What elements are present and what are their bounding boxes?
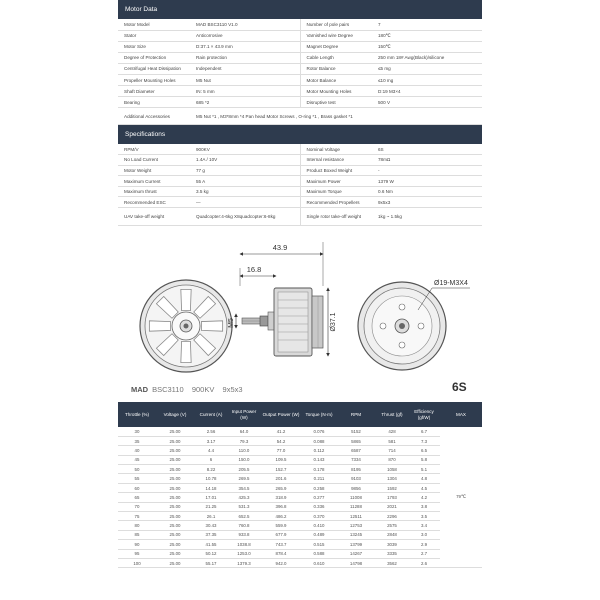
test-cell-count: 6S xyxy=(452,380,467,394)
perf-cell: 5.8 xyxy=(408,455,440,464)
motor-label: Bearing xyxy=(118,97,190,108)
perf-cell: 4.2 xyxy=(408,493,440,502)
spec-row xyxy=(118,197,482,208)
perf-cell: 65 xyxy=(118,493,156,502)
motor-technical-drawing xyxy=(118,238,482,378)
perf-cell: 714 xyxy=(376,446,408,455)
perf-cell: 1379.3 xyxy=(228,558,260,567)
perf-row xyxy=(118,530,482,539)
spec-label: Maximum Power xyxy=(300,176,372,187)
perf-cell: 2021 xyxy=(376,502,408,511)
motor-label: Cable Length xyxy=(300,52,372,63)
perf-cell: 17.01 xyxy=(194,493,228,502)
perf-cell: 3562 xyxy=(376,558,408,567)
perf-cell: 5152 xyxy=(336,427,376,436)
motor-label: Motor Mounting Holes xyxy=(300,86,372,97)
perf-row xyxy=(118,558,482,567)
motor-row xyxy=(118,97,482,108)
perf-cell: 2296 xyxy=(376,512,408,521)
perf-cell: 14.18 xyxy=(194,483,228,492)
accessories-value: M5 Nut *1 , M3*8mm *4 Pan head Motor Screws , O-ring *1 , Brass gasket *1 xyxy=(190,108,482,125)
perf-cell: 0.258 xyxy=(302,483,336,492)
perf-cell: 25.00 xyxy=(156,483,194,492)
perf-cell: 1793 xyxy=(376,493,408,502)
motor-label: Motor Size xyxy=(118,41,190,52)
perf-cell: 13245 xyxy=(336,530,376,539)
perf-cell: 14798 xyxy=(336,558,376,567)
perf-cell: 110.0 xyxy=(228,446,260,455)
perf-cell: 201.6 xyxy=(260,474,302,483)
perf-cell: 37.35 xyxy=(194,530,228,539)
perf-cell: 760.8 xyxy=(228,521,260,530)
motor-value: 685 *2 xyxy=(190,97,300,108)
motor-label: Degree of Protection xyxy=(118,52,190,63)
perf-cell: 0.588 xyxy=(302,549,336,558)
perf-cell: 11008 xyxy=(336,493,376,502)
perf-cell: 6.7 xyxy=(408,427,440,436)
motor-front-view xyxy=(140,280,232,372)
perf-cell: 425.3 xyxy=(228,493,260,502)
perf-row xyxy=(118,483,482,492)
perf-cell: 559.9 xyxy=(260,521,302,530)
motor-value: ≤10 mg xyxy=(372,74,482,85)
spec-value: 1379 W xyxy=(372,176,482,187)
perf-cell: 25.00 xyxy=(156,512,194,521)
perf-cell: 3.17 xyxy=(194,436,228,445)
spec-label: Recommended Propellers xyxy=(300,197,372,208)
perf-header-cell: Throttle (%) xyxy=(118,402,156,427)
perf-cell: 25.00 xyxy=(156,502,194,511)
perf-header-cell: RPM xyxy=(336,402,376,427)
perf-cell: 30.43 xyxy=(194,521,228,530)
perf-cell: 8195 xyxy=(336,465,376,474)
motor-row xyxy=(118,19,482,30)
perf-cell: 581 xyxy=(376,436,408,445)
motor-row xyxy=(118,41,482,52)
perf-cell: 25.00 xyxy=(156,427,194,436)
perf-cell: 0.410 xyxy=(302,521,336,530)
perf-cell: 1592 xyxy=(376,483,408,492)
perf-cell: 0.336 xyxy=(302,502,336,511)
perf-cell: 0.489 xyxy=(302,530,336,539)
motor-value: 7 xyxy=(372,19,482,30)
spec-label: RPM/V xyxy=(118,144,190,155)
perf-cell: 0.515 xyxy=(302,540,336,549)
spec-label: Recommended ESC xyxy=(118,197,190,208)
accessories-label: Additional Accessories xyxy=(118,108,190,125)
perf-cell: 3335 xyxy=(376,549,408,558)
motor-label: Stator xyxy=(118,30,190,41)
perf-cell: 30 xyxy=(118,427,156,436)
perf-cell: 50.12 xyxy=(194,549,228,558)
bell-vent xyxy=(181,341,191,362)
perf-header-cell: Efficiency (gf/W) xyxy=(408,402,440,427)
spec-value: 78mΩ xyxy=(372,155,482,166)
perf-cell: 25.00 xyxy=(156,549,194,558)
perf-row xyxy=(118,465,482,474)
perf-cell: 743.7 xyxy=(260,540,302,549)
perf-cell: 942.0 xyxy=(260,558,302,567)
mount-hole-label: Ø19-M3X4 xyxy=(434,280,468,287)
specifications-table xyxy=(118,144,482,226)
shaft-length-dimension: 16.8 xyxy=(246,265,262,274)
perf-cell: 3039 xyxy=(376,540,408,549)
spec-label: Maximum Torque xyxy=(300,186,372,197)
perf-cell: 25.00 xyxy=(156,530,194,539)
motor-label: Disruptive test xyxy=(300,97,372,108)
spec-label: Product Boxed Weight xyxy=(300,165,372,176)
motor-label: Shaft Diameter xyxy=(118,86,190,97)
perf-row xyxy=(118,436,482,445)
performance-table xyxy=(118,402,482,568)
perf-cell: 50 xyxy=(118,465,156,474)
max-temperature: 79℃ xyxy=(440,427,482,568)
spec-label: Internal resistance xyxy=(300,155,372,166)
perf-cell: 25.00 xyxy=(156,446,194,455)
perf-cell: 77.0 xyxy=(260,446,302,455)
motor-row xyxy=(118,74,482,85)
perf-cell: 428 xyxy=(376,427,408,436)
spec-value: 6S xyxy=(372,144,482,155)
motor-label: Motor Balance xyxy=(300,74,372,85)
perf-cell: 2848 xyxy=(376,530,408,539)
perf-cell: 80 xyxy=(118,521,156,530)
motor-value: M5 Nut xyxy=(190,74,300,85)
spec-value: 1.4A / 10V xyxy=(190,155,300,166)
perf-header-cell: Current (A) xyxy=(194,402,228,427)
perf-cell: 70 xyxy=(118,502,156,511)
perf-cell: 2.6 xyxy=(408,558,440,567)
motor-row xyxy=(118,86,482,97)
perf-row xyxy=(118,540,482,549)
spec-value: 9x5x3 xyxy=(372,197,482,208)
motor-value: Rain protection xyxy=(190,52,300,63)
perf-cell: 4.4 xyxy=(194,446,228,455)
spec-row xyxy=(118,155,482,166)
perf-cell: 486.2 xyxy=(260,512,302,521)
perf-cell: 75 xyxy=(118,512,156,521)
perf-cell: 0.610 xyxy=(302,558,336,567)
perf-cell: 0.277 xyxy=(302,493,336,502)
perf-cell: 25.00 xyxy=(156,455,194,464)
perf-cell: 7.3 xyxy=(408,436,440,445)
motor-value: Anticorrosive xyxy=(190,30,300,41)
perf-cell: 3.0 xyxy=(408,530,440,539)
bell-vent xyxy=(181,289,191,310)
uav-value: Quadcopter:4-6kg X8quadcopter:6-8kg xyxy=(190,208,300,226)
single-rotor-label: Single rotor take-off weight xyxy=(300,208,372,226)
perf-cell: 12753 xyxy=(336,521,376,530)
perf-cell: 3.8 xyxy=(408,502,440,511)
spec-value: 900KV xyxy=(190,144,300,155)
perf-cell: 870 xyxy=(376,455,408,464)
perf-cell: 8.22 xyxy=(194,465,228,474)
motor-value: 150℃ xyxy=(372,41,482,52)
perf-cell: 6 xyxy=(194,455,228,464)
perf-header-cell: MAX xyxy=(440,402,482,427)
motor-label: Number of pole pairs xyxy=(300,19,372,30)
perf-cell: 12511 xyxy=(336,512,376,521)
perf-cell: 109.5 xyxy=(260,455,302,464)
perf-cell: 5.1 xyxy=(408,465,440,474)
perf-cell: 933.8 xyxy=(228,530,260,539)
perf-cell: 1038.8 xyxy=(228,540,260,549)
perf-cell: 3.5 xyxy=(408,512,440,521)
motor-label: Centrifugal Heat Dissipation xyxy=(118,63,190,74)
perf-cell: 0.370 xyxy=(302,512,336,521)
perf-cell: 25.00 xyxy=(156,558,194,567)
perf-cell: 64.0 xyxy=(228,427,260,436)
perf-cell: 41.2 xyxy=(260,427,302,436)
perf-cell: 1253.0 xyxy=(228,549,260,558)
motor-row xyxy=(118,52,482,63)
perf-cell: 2.56 xyxy=(194,427,228,436)
perf-header-cell: Torque (N·m) xyxy=(302,402,336,427)
spec-label: No Load Current xyxy=(118,155,190,166)
perf-cell: 14267 xyxy=(336,549,376,558)
motor-label: Motor Model xyxy=(118,19,190,30)
motor-label: Rotor Balance xyxy=(300,63,372,74)
perf-cell: 25.00 xyxy=(156,436,194,445)
perf-cell: 0.112 xyxy=(302,446,336,455)
spec-label: Maximum Current xyxy=(118,176,190,187)
perf-cell: 5865 xyxy=(336,436,376,445)
perf-cell: 652.5 xyxy=(228,512,260,521)
motor-label: Varnished wire Degree xyxy=(300,30,372,41)
motor-data-header: Motor Data xyxy=(118,0,482,19)
perf-row xyxy=(118,512,482,521)
perf-cell: 100 xyxy=(118,558,156,567)
perf-header-cell: Voltage (V) xyxy=(156,402,194,427)
perf-cell: 1304 xyxy=(376,474,408,483)
perf-cell: 11288 xyxy=(336,502,376,511)
motor-value: 500 V xyxy=(372,97,482,108)
motor-value: MAD BSC3110 V1.0 xyxy=(190,19,300,30)
perf-row xyxy=(118,502,482,511)
test-model: BSC3110 xyxy=(152,385,184,394)
perf-cell: 25.00 xyxy=(156,465,194,474)
motor-value: Independent xyxy=(190,63,300,74)
perf-cell: 60 xyxy=(118,483,156,492)
perf-cell: 318.9 xyxy=(260,493,302,502)
perf-cell: 150.0 xyxy=(228,455,260,464)
perf-cell: 13799 xyxy=(336,540,376,549)
length-dimension: 43.9 xyxy=(272,243,288,252)
perf-cell: 35 xyxy=(118,436,156,445)
test-kv: 900KV xyxy=(191,385,215,394)
spec-label: Maximum thrust xyxy=(118,186,190,197)
perf-cell: 25.00 xyxy=(156,493,194,502)
perf-header-cell: Thrust (gf) xyxy=(376,402,408,427)
spec-row xyxy=(118,208,482,226)
perf-cell: 85 xyxy=(118,530,156,539)
perf-cell: 4.5 xyxy=(408,483,440,492)
perf-cell: 95 xyxy=(118,549,156,558)
perf-header-cell: Output Power (W) xyxy=(260,402,302,427)
perf-cell: 269.5 xyxy=(228,474,260,483)
test-brand: MAD xyxy=(131,385,149,394)
perf-cell: 55 xyxy=(118,474,156,483)
spec-row xyxy=(118,176,482,187)
single-rotor-value: 1kg ~ 1.5kg xyxy=(372,208,482,226)
perf-cell: 1058 xyxy=(376,465,408,474)
motor-value: 250 mm 18# Awg(Black)/silicone xyxy=(372,52,482,63)
bell-vent xyxy=(201,321,222,331)
motor-value: ≤5 mg xyxy=(372,63,482,74)
perf-cell: 45 xyxy=(118,455,156,464)
perf-cell: 2.7 xyxy=(408,549,440,558)
perf-row xyxy=(118,521,482,530)
spec-row xyxy=(118,165,482,176)
perf-row xyxy=(118,455,482,464)
perf-cell: 54.2 xyxy=(260,436,302,445)
perf-cell: 3.4 xyxy=(408,521,440,530)
perf-cell: 25.00 xyxy=(156,540,194,549)
perf-cell: 2575 xyxy=(376,521,408,530)
perf-cell: 205.5 xyxy=(228,465,260,474)
perf-cell: 354.5 xyxy=(228,483,260,492)
perf-cell: 10.78 xyxy=(194,474,228,483)
perf-cell: 55.17 xyxy=(194,558,228,567)
spec-value: — xyxy=(190,197,300,208)
spec-value: 0.6 Nm xyxy=(372,186,482,197)
bell-vent xyxy=(149,321,170,331)
motor-value: 180℃ xyxy=(372,30,482,41)
perf-cell: 0.143 xyxy=(302,455,336,464)
perf-cell: 6587 xyxy=(336,446,376,455)
perf-row xyxy=(118,446,482,455)
perf-cell: 7334 xyxy=(336,455,376,464)
perf-row xyxy=(118,474,482,483)
perf-cell: 0.211 xyxy=(302,474,336,483)
spec-value: 77 g xyxy=(190,165,300,176)
perf-cell: 0.076 xyxy=(302,427,336,436)
perf-cell: 21.25 xyxy=(194,502,228,511)
test-title xyxy=(131,385,247,394)
perf-cell: 4.8 xyxy=(408,474,440,483)
spec-label: Nominal Voltage xyxy=(300,144,372,155)
perf-cell: 9856 xyxy=(336,483,376,492)
perf-cell: 79.3 xyxy=(228,436,260,445)
motor-side-view xyxy=(228,242,337,356)
perf-cell: 152.7 xyxy=(260,465,302,474)
spec-value: 3.5 kg xyxy=(190,186,300,197)
spec-label: Motor Weight xyxy=(118,165,190,176)
motor-row xyxy=(118,30,482,41)
motor-row xyxy=(118,63,482,74)
perf-header-cell: Input Power (W) xyxy=(228,402,260,427)
perf-cell: 677.9 xyxy=(260,530,302,539)
motor-rear-view xyxy=(358,280,470,370)
uav-label: UAV take-off weight xyxy=(118,208,190,226)
perf-row xyxy=(118,427,482,436)
perf-cell: 0.088 xyxy=(302,436,336,445)
perf-cell: 531.3 xyxy=(228,502,260,511)
motor-label: Magnet Degree xyxy=(300,41,372,52)
perf-cell: 0.178 xyxy=(302,465,336,474)
perf-row xyxy=(118,493,482,502)
motor-row xyxy=(118,108,482,125)
specifications-header: Specifications xyxy=(118,125,482,144)
perf-cell: 9103 xyxy=(336,474,376,483)
perf-row xyxy=(118,549,482,558)
spec-value: 55 A xyxy=(190,176,300,187)
motor-value: D:19 M3×4 xyxy=(372,86,482,97)
perf-cell: 2.9 xyxy=(408,540,440,549)
motor-data-table xyxy=(118,19,482,125)
shaft-thread-label: M5 xyxy=(228,318,235,328)
perf-cell: 41.55 xyxy=(194,540,228,549)
motor-value: IN: 5 mm xyxy=(190,86,300,97)
motor-value: D:37.1 × 43.9 mm xyxy=(190,41,300,52)
perf-cell: 878.4 xyxy=(260,549,302,558)
perf-cell: 90 xyxy=(118,540,156,549)
perf-cell: 26.1 xyxy=(194,512,228,521)
test-prop: 9x5x3 xyxy=(222,385,243,394)
perf-cell: 40 xyxy=(118,446,156,455)
perf-cell: 25.00 xyxy=(156,521,194,530)
perf-cell: 265.9 xyxy=(260,483,302,492)
spec-value: - xyxy=(372,165,482,176)
spec-row xyxy=(118,144,482,155)
motor-label: Propeller Mounting Holes xyxy=(118,74,190,85)
perf-cell: 6.5 xyxy=(408,446,440,455)
spec-row xyxy=(118,186,482,197)
perf-cell: 396.8 xyxy=(260,502,302,511)
perf-cell: 25.00 xyxy=(156,474,194,483)
diameter-dimension: Ø37.1 xyxy=(330,312,337,332)
